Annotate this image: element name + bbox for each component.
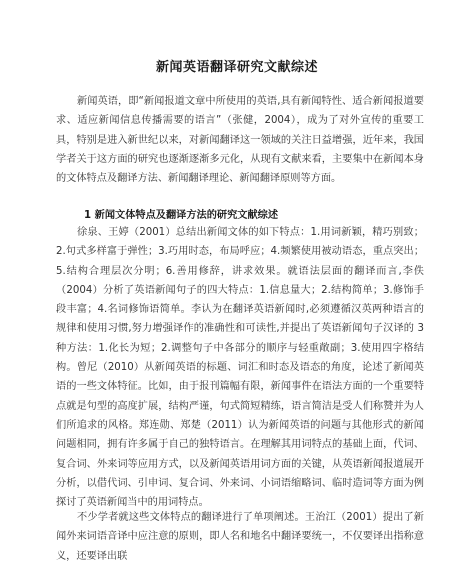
section-paragraph: 徐泉、王婷（2001）总结出新闻文体的如下特点：1.用词新颖，精巧别致；2.句式多样富于弹性；3.巧用时态，布局呼应；4.频繁使用被动语态，重点突出；5.结构合理层次分明；6.善用修辞，讲求效果。就语法层面的翻译而言,李佚（2004）分析了英语新闻句子的四大特点：1.信息量大；2.结构简单；3.修饰手段丰富；4.名词修饰语简单。李认为在翻译英语新闻时,必须遵循汉英两种语言的规律和使用习惯,努力增强译作的准确性和可读性,并提出了英语新闻句子汉译的 3 种方法：1.化长为短；2.调整句子中各部分的顺序与轻重敞副；3.使用四字格结构。曾尼（2010）从新闻英语的标题、词汇和时态及语态的角度，论述了新闻英语的一些文体特征。比如，由于报刊篇幅有限，新闻事件在语法方面的一个重要特点就是句型的高度扩展，结构严谨，句式简短精练，语言简洁是受人们称赞并为人们所追求的风格。郑连勋、郑楚（2011）认为新闻英语的问题与其他形式的新闻问题相同，拥有许多属于自己的独特语言。在理解其用词特点的基础上面，代词、复合词、外来词等应用方式，以及新闻英语用词方面的关键，从英语新闻报道展开分析，以借代词、引申词、复合词、外来词、小词语缩略词、临时造词等方面为例探讨了英语新闻当中的用词特点。 (56, 227, 424, 509)
section-paragraph-continued: 不少学者就这些文体特点的翻译进行了单项阐述。王治江（2001）提出了新闻外来词语音译中应注意的原则，即人名和地名中翻译要统一，不仅要译出指称意义，还要译出联 (56, 512, 424, 562)
document-title: 新闻英语翻译研究文献综述 (155, 60, 318, 75)
section-heading: 1 新闻文体特点及翻译方法的研究文献综述 (84, 210, 279, 221)
intro-paragraph: 新闻英语，即“新闻报道文章中所使用的英语,具有新闻特性、适合新闻报道要求、适应新闻信息传播需要的语言”（张健，2004），成为了对外宣传的重要工具，特别是进入新世纪以来，对新闻翻译这一领域的关注日益增强，近年来，我国学者关于这方面的研究也逐渐逐渐多元化，从现有文献来看，主要集中在新闻本身的文体特点及翻译方法、新闻翻译理论、新闻翻译原则等方面。 (56, 96, 424, 185)
